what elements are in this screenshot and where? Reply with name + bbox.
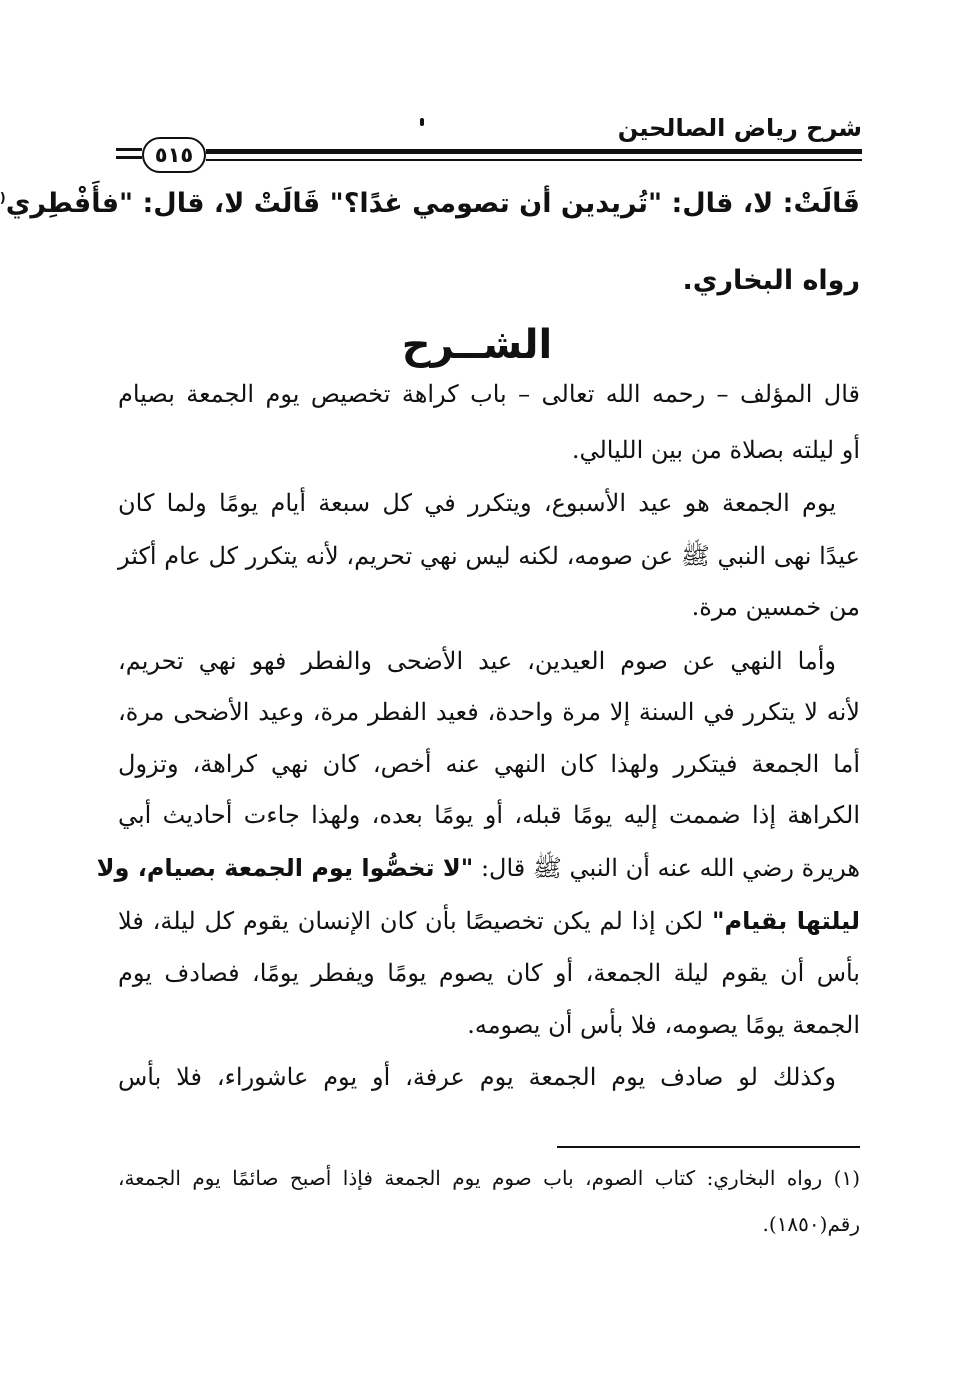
body-line: بأس أن يقوم ليلة الجمعة، أو كان يصوم يومًا ويفطر يومًا، فصادف يوم	[118, 959, 860, 987]
badge-ornament	[116, 148, 142, 164]
header-rule	[206, 149, 862, 163]
footnote-text: (١) رواه البخاري: كتاب الصوم، باب صوم يوم الجمعة فإذا أصبح صائمًا يوم الجمعة،	[118, 1166, 860, 1190]
body-line: الكراهة إذا ضممت إليه يومًا قبله، أو يومًا بعده، ولهذا جاءت أحاديث أبي	[118, 801, 860, 829]
body-line: يوم الجمعة هو عيد الأسبوع، ويتكرر في كل سبعة أيام يومًا ولما كان	[118, 489, 836, 517]
body-line: قال المؤلف – رحمه الله تعالى – باب كراهة تخصيص يوم الجمعة بصيام	[118, 380, 860, 408]
footnote-separator	[557, 1146, 860, 1148]
body-line: من خمسين مرة.	[691, 593, 860, 621]
quoted-hadith: "لا تخصُّوا يوم الجمعة بصيام، ولا	[96, 854, 474, 882]
body-line: وأما النهي عن صوم العيدين، عيد الأضحى والفطر فهو نهي تحريم،	[118, 647, 836, 675]
body-line: لأنه لا يتكرر في السنة إلا مرة واحدة، فعيد الفطر مرة، وعيد الأضحى مرة،	[118, 698, 860, 726]
section-heading: الشــرح	[401, 322, 553, 368]
body-line: وكذلك لو صادف يوم الجمعة يوم عرفة، أو يوم عاشوراء، فلا بأس	[118, 1063, 836, 1091]
hadith-line-1: قَالَتْ: لا، قال: "تُريدين أن تصومي غدًا؟" قَالَتْ لا، قال: "فأَفْطِري(	[0, 188, 860, 219]
running-header-title: شرح رياض الصالحين	[617, 114, 862, 142]
quoted-hadith: ليلتها بقيام"	[712, 907, 860, 935]
page-number-badge	[142, 137, 206, 173]
body-line: عيدًا نهى النبي ﷺ عن صومه، لكنه ليس نهي تحريم، لأنه يتكرر كل عام أكثر	[118, 542, 860, 570]
footnote-reference: (	[0, 191, 6, 206]
body-line-hadith-end: ليلتها بقيام" لكن إذا لم يكن تخصيصًا بأن كان الإنسان يقوم كل ليلة، فلا	[118, 907, 860, 935]
page-number: ٥١٥	[154, 143, 194, 167]
body-line-hadith: هريرة رضي الله عنه أن النبي ﷺ قال: "لا تخصُّوا يوم الجمعة بصيام، ولا	[96, 854, 860, 882]
footnote-text: رقم(١٨٥٠).	[762, 1212, 860, 1236]
body-line: أو ليلته بصلاة من بين الليالي.	[571, 436, 860, 464]
ink-dot	[420, 118, 424, 126]
hadith-source: رواه البخاري.	[682, 265, 860, 296]
body-line: أما الجمعة فيتكرر ولهذا كان النهي عنه أخص، كان نهي كراهة، وتزول	[118, 750, 860, 778]
body-line: الجمعة يومًا يصومه، فلا بأس أن يصومه.	[467, 1011, 860, 1039]
